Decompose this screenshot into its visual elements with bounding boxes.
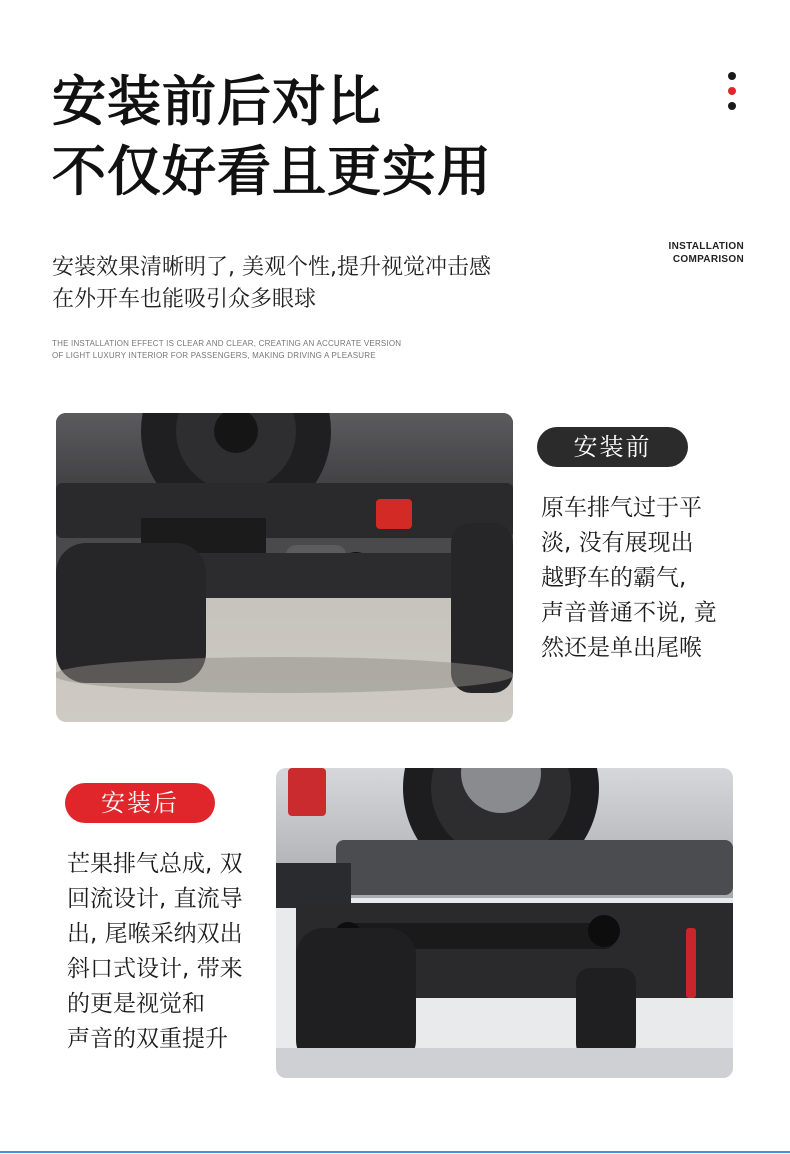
after-desc-line: 回流设计, 直流导	[67, 886, 243, 912]
bottom-divider	[0, 1151, 790, 1153]
page-title-line2: 不仅好看且更实用	[52, 140, 492, 203]
subtitle	[52, 252, 491, 316]
before-install-photo	[56, 413, 513, 722]
english-tag	[669, 240, 744, 266]
after-description	[67, 847, 267, 1057]
before-description	[541, 491, 741, 666]
subtitle-line2: 在外开车也能吸引众多眼球	[52, 287, 317, 312]
english-caption-line1: THE INSTALLATION EFFECT IS CLEAR AND CLEAR, CREATING AN ACCURATE VERSION	[52, 339, 402, 348]
before-desc-line: 越野车的霸气,	[541, 565, 687, 591]
after-label-badge: 安装后	[65, 783, 215, 823]
after-desc-line: 出, 尾喉采纳双出	[67, 921, 243, 947]
dot-middle	[728, 87, 736, 95]
before-desc-line: 声音普通不说, 竟	[541, 600, 717, 626]
after-desc-line: 斜口式设计, 带来	[67, 956, 243, 982]
after-desc-line: 的更是视觉和	[67, 991, 205, 1017]
english-tag-line1: INSTALLATION	[668, 241, 744, 252]
before-desc-line: 原车排气过于平	[541, 495, 702, 521]
english-caption	[52, 338, 401, 362]
after-desc-line: 声音的双重提升	[67, 1026, 228, 1052]
before-desc-line: 然还是单出尾喉	[541, 635, 702, 661]
after-desc-line: 芒果排气总成, 双	[67, 851, 243, 877]
subtitle-line1: 安装效果清晰明了, 美观个性,提升视觉冲击感	[52, 255, 491, 280]
page-title-line1: 安装前后对比	[52, 70, 382, 133]
english-tag-line2: COMPARISON	[672, 254, 744, 265]
before-label-badge: 安装前	[537, 427, 688, 467]
english-caption-line2: OF LIGHT LUXURY INTERIOR FOR PASSENGERS, MAKING DRIVING A PLEASURE	[52, 351, 376, 360]
before-desc-line: 淡, 没有展现出	[541, 530, 694, 556]
after-install-photo	[276, 768, 733, 1078]
dot-bottom	[728, 102, 736, 110]
vertical-dots-icon	[727, 72, 737, 117]
dot-top	[728, 72, 736, 80]
